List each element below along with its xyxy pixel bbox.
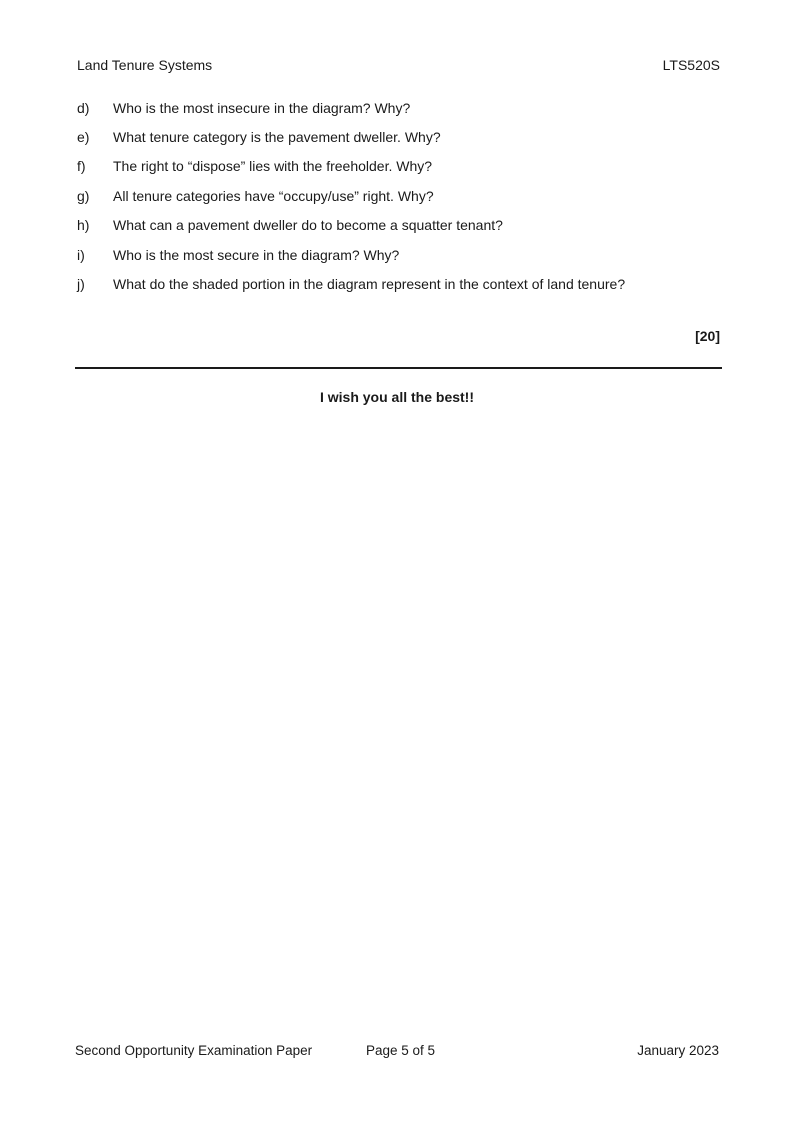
total-marks: [20]: [695, 328, 720, 344]
question-marker: g): [77, 187, 90, 204]
question-item-h: [77, 211, 722, 240]
question-item-e: [77, 122, 722, 151]
footer-page-number: Page 5 of 5: [366, 1043, 436, 1058]
question-text: Who is the most insecure in the diagram? Why?: [113, 99, 411, 116]
question-marker: e): [77, 129, 90, 146]
course-title: Land Tenure Systems: [77, 57, 213, 73]
closing-message: I wish you all the best!!: [319, 389, 475, 405]
question-item-i: [77, 240, 722, 269]
footer-paper-title: Second Opportunity Examination Paper: [75, 1043, 313, 1058]
question-list: [77, 93, 722, 299]
question-item-d: [77, 93, 722, 122]
question-text: What do the shaded portion in the diagram represent in the context of land tenure?: [113, 276, 626, 293]
footer-date: January 2023: [637, 1043, 719, 1058]
question-marker: j): [77, 276, 85, 293]
question-text: What tenure category is the pavement dweller. Why?: [113, 129, 441, 146]
course-code: LTS520S: [662, 57, 720, 73]
question-text: What can a pavement dweller do to become a squatter tenant?: [113, 217, 503, 234]
question-text: Who is the most secure in the diagram? Why?: [113, 246, 400, 263]
question-item-g: [77, 181, 722, 210]
question-item-j: [77, 269, 722, 298]
question-text: The right to “dispose” lies with the freeholder. Why?: [113, 158, 433, 175]
question-marker: f): [77, 158, 86, 175]
divider-line: [75, 367, 722, 369]
question-marker: d): [77, 99, 90, 116]
question-marker: i): [77, 246, 85, 263]
question-text: All tenure categories have “occupy/use” right. Why?: [113, 187, 434, 204]
question-marker: h): [77, 217, 90, 234]
question-item-f: [77, 152, 722, 181]
